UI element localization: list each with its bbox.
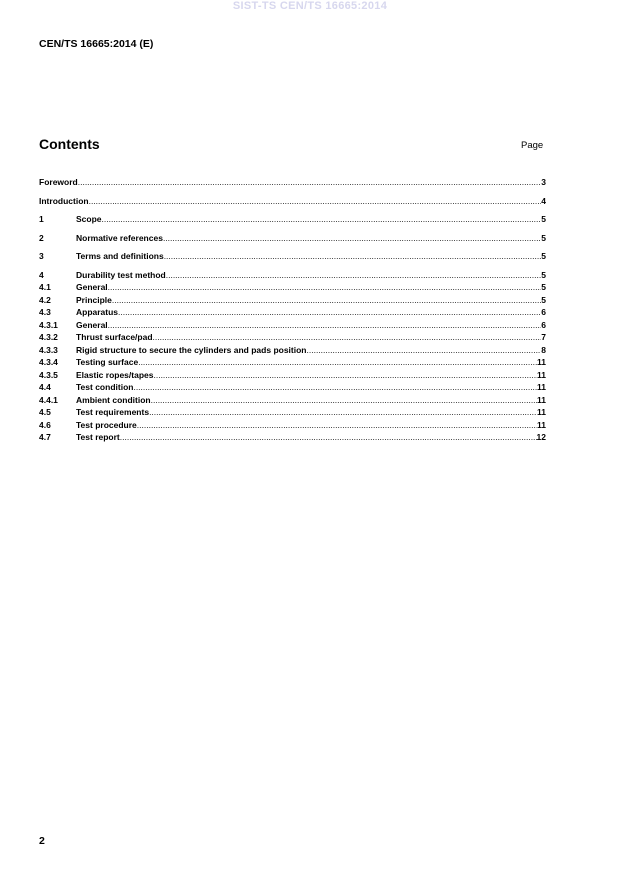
toc-entry-page: 12 — [536, 432, 546, 442]
toc-entry-title: Thrust surface/pad — [76, 332, 153, 342]
contents-heading: Contents — [39, 136, 100, 152]
toc-entry-page: 5 — [541, 251, 546, 261]
page-column-label: Page — [521, 140, 544, 151]
toc-entry-introduction[interactable] — [39, 195, 546, 208]
toc-entry-page: 5 — [541, 214, 546, 224]
toc-entry-page: 5 — [541, 232, 546, 243]
toc-leader-dots — [78, 176, 542, 189]
toc-entry-number: 4.4.1 — [39, 394, 58, 405]
toc-entry-number: 4.3.1 — [39, 319, 58, 330]
toc-leader-dots — [163, 232, 541, 245]
toc-entry-title: Terms and definitions — [76, 251, 164, 261]
toc-leader-dots — [108, 319, 542, 332]
toc-leader-dots — [137, 419, 537, 432]
toc-entry-number: 4.1 — [39, 282, 51, 292]
toc-entry-number: 4.6 — [39, 419, 51, 430]
toc-entry-number: 4.4 — [39, 382, 51, 392]
toc-entry-title: Ambient condition — [76, 394, 151, 405]
toc-entry-title: Test procedure — [76, 419, 137, 430]
toc-leader-dots — [120, 431, 537, 444]
toc-entry-page: 5 — [541, 282, 546, 292]
document-id-header: CEN/TS 16665:2014 (E) — [39, 38, 154, 50]
toc-leader-dots — [307, 344, 542, 357]
toc-entry-foreword[interactable] — [39, 176, 546, 189]
toc-entry-title: Normative references — [76, 232, 163, 243]
toc-entry-number: 4.5 — [39, 407, 51, 417]
toc-entry-4-3-5[interactable] — [39, 369, 546, 382]
toc-entry-number: 4.3.3 — [39, 344, 58, 355]
toc-entry-4-3-4[interactable] — [39, 356, 546, 369]
toc-entry-number: 1 — [39, 214, 44, 224]
toc-entry-normative-references[interactable] — [39, 232, 546, 245]
toc-entry-4-3-3[interactable] — [39, 344, 546, 357]
toc-entry-4-3-1[interactable] — [39, 319, 546, 332]
toc-entry-page: 4 — [541, 195, 546, 206]
toc-leader-dots — [89, 195, 542, 208]
toc-entry-number: 4.7 — [39, 432, 51, 442]
toc-leader-dots — [133, 381, 537, 394]
toc-entry-number: 4.3.2 — [39, 332, 58, 342]
toc-entry-title: Testing surface — [76, 357, 139, 367]
watermark: SIST-TS CEN/TS 16665:2014 — [232, 0, 388, 12]
toc-entry-title: General — [76, 319, 108, 330]
toc-leader-dots — [164, 250, 542, 263]
toc-entry-page: 11 — [537, 419, 546, 430]
toc-entry-durability-test-method[interactable] — [39, 269, 546, 282]
toc-entry-title: Test report — [76, 432, 120, 442]
toc-entry-title: Foreword — [39, 177, 78, 187]
toc-entry-page: 11 — [537, 369, 546, 380]
table-of-contents — [39, 176, 546, 444]
toc-leader-dots — [153, 369, 537, 382]
toc-entry-page: 7 — [541, 332, 546, 342]
toc-entry-title: Elastic ropes/tapes — [76, 369, 154, 380]
toc-entry-4-3-2[interactable] — [39, 331, 546, 344]
page-number: 2 — [39, 835, 45, 847]
toc-entry-number: 2 — [39, 232, 44, 243]
toc-leader-dots — [108, 281, 542, 294]
toc-leader-dots — [138, 356, 537, 369]
toc-entry-title: Test condition — [76, 382, 134, 392]
toc-entry-4-3[interactable] — [39, 306, 546, 319]
toc-leader-dots — [151, 394, 537, 407]
toc-entry-4-4-1[interactable] — [39, 394, 546, 407]
toc-entry-page: 5 — [541, 269, 546, 280]
toc-entry-page: 8 — [541, 344, 546, 355]
toc-entry-number: 3 — [39, 251, 44, 261]
toc-entry-page: 11 — [537, 394, 546, 405]
toc-leader-dots — [112, 294, 541, 307]
toc-entry-4-6[interactable] — [39, 419, 546, 432]
toc-entry-scope[interactable] — [39, 213, 546, 226]
toc-entry-page: 6 — [541, 307, 546, 317]
toc-entry-4-2[interactable] — [39, 294, 546, 307]
toc-entry-title: Scope — [76, 214, 102, 224]
toc-entry-4-7[interactable] — [39, 431, 546, 444]
toc-entry-number: 4.3 — [39, 307, 51, 317]
toc-entry-title: Rigid structure to secure the cylinders and pads position — [76, 344, 307, 355]
toc-entry-title: Durability test method — [76, 269, 166, 280]
toc-entry-terms-definitions[interactable] — [39, 250, 546, 263]
toc-entry-page: 11 — [537, 357, 546, 367]
toc-entry-title: Apparatus — [76, 307, 119, 317]
toc-entry-number: 4 — [39, 269, 44, 280]
toc-entry-page: 5 — [541, 294, 546, 305]
toc-entry-title: Test requirements — [76, 407, 150, 417]
toc-entry-page: 3 — [541, 177, 546, 187]
toc-entry-title: Principle — [76, 294, 112, 305]
toc-leader-dots — [166, 269, 542, 282]
toc-entry-title: Introduction — [39, 195, 89, 206]
toc-entry-4-4[interactable] — [39, 381, 546, 394]
toc-entry-title: General — [76, 282, 108, 292]
toc-entry-number: 4.2 — [39, 294, 51, 305]
toc-entry-page: 11 — [537, 382, 546, 392]
toc-entry-4-5[interactable] — [39, 406, 546, 419]
toc-entry-page: 11 — [537, 407, 546, 417]
toc-leader-dots — [149, 406, 537, 419]
toc-leader-dots — [153, 331, 542, 344]
toc-leader-dots — [102, 213, 542, 226]
toc-entry-number: 4.3.5 — [39, 369, 58, 380]
toc-leader-dots — [118, 306, 541, 319]
toc-entry-number: 4.3.4 — [39, 357, 58, 367]
toc-entry-page: 6 — [541, 319, 546, 330]
toc-entry-4-1[interactable] — [39, 281, 546, 294]
